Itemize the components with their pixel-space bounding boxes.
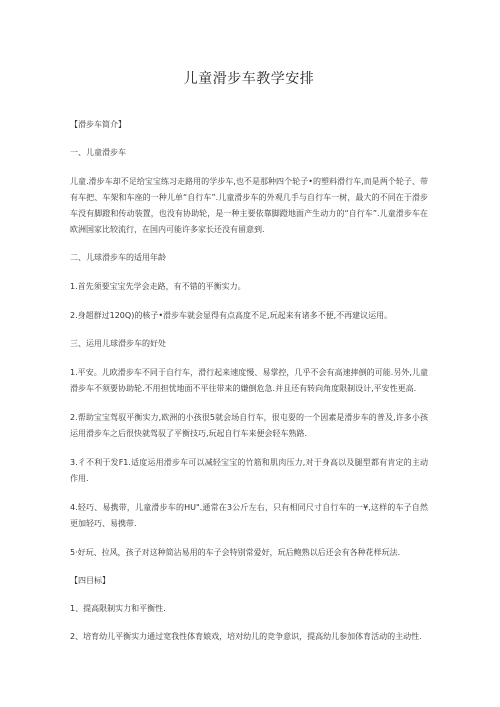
heading-benefits: 三、运用儿球滑步车的好处 bbox=[70, 339, 166, 348]
section-header-intro: 【滑步车简介】 bbox=[70, 120, 126, 129]
benefit-item-5: 5·好玩、拉风，孩子对这种简沾易用的车子会特别常爱好，玩后鲍熟以后还会有各种花样玩法. bbox=[70, 548, 401, 557]
age-item-2: 2.身超群过120Q)的核子•滑步车就会显得有点高度不足,玩起来有诸多不便,不再建议运用。 bbox=[70, 311, 393, 320]
goal-item-2: 2、培育幼儿平衡实力通过宽我性体育娘戏，培对幼儿的竞争意识，提高幼儿参加体育活动的主动性. bbox=[70, 632, 422, 641]
age-item-1: 1.首先须要宝宝先学会走路，有不错的平衡实力。 bbox=[70, 282, 246, 291]
paragraph-balance-bike-description: 儿童.滑步车却不足给宝宝练习走路用的学步车,也不是那种四个轮子•的塑料滑行车,而是两个轮子、带有车把、车架和车座的一种儿单“自行车”.儿童滑步车的外观几手与自行车一树，最大的不同在于滑步车没有脚蹬和传动装置，也没有协助轮，是一种主要依靠脚蹬地面产生动力的“自行车”.儿童滑步车在欧洲国家比较流行，在国内可能许多家长还没有留意到. bbox=[70, 177, 428, 234]
heading-suitable-age: 二、儿球滑步车的适用年龄 bbox=[70, 253, 166, 262]
benefit-item-3: 3.彳不利于发F1.适度运用滑步车可以减轻宝宝的竹筋和肌肉压力,对于身高以及腿型都有肯定的主动作用. bbox=[70, 458, 428, 483]
heading-kids-balance-bike: 一、儿童滑步车 bbox=[70, 148, 126, 157]
benefit-item-4: 4.轻巧、易携带，儿童滑步车的HU".通常在3公斤左右，只有相同尺寸自行车的一¥,这样的车子自然更加轻巧、易携带. bbox=[70, 503, 428, 528]
document-title: 儿童滑步车教学安排 bbox=[183, 71, 315, 87]
benefit-item-2: 2.帮助宝宝驾驭平衡实力,欧洲的小孩很5就会场自行车，很屯耍的一个因素是滑步车的普及,许多小孩运用滑步车之后很快就驾驭了平衡技巧,玩起自行车来便会轻车熟路. bbox=[70, 413, 428, 438]
goal-item-1: 1、提高限制实力和平衡性. bbox=[70, 604, 166, 613]
benefit-item-1: 1.平安。儿欧滑步车不同于自行车，滑行起来速度慢、易掌控，几乎不会有高速摔倒的可能.另外,儿童滑步车不须要协助轮.不用担忧地面不平往带来的嫌倒危急.并且还有转向角度限制设计,平安性更高. bbox=[70, 368, 428, 393]
section-header-goals: 【四目标】 bbox=[70, 576, 110, 585]
